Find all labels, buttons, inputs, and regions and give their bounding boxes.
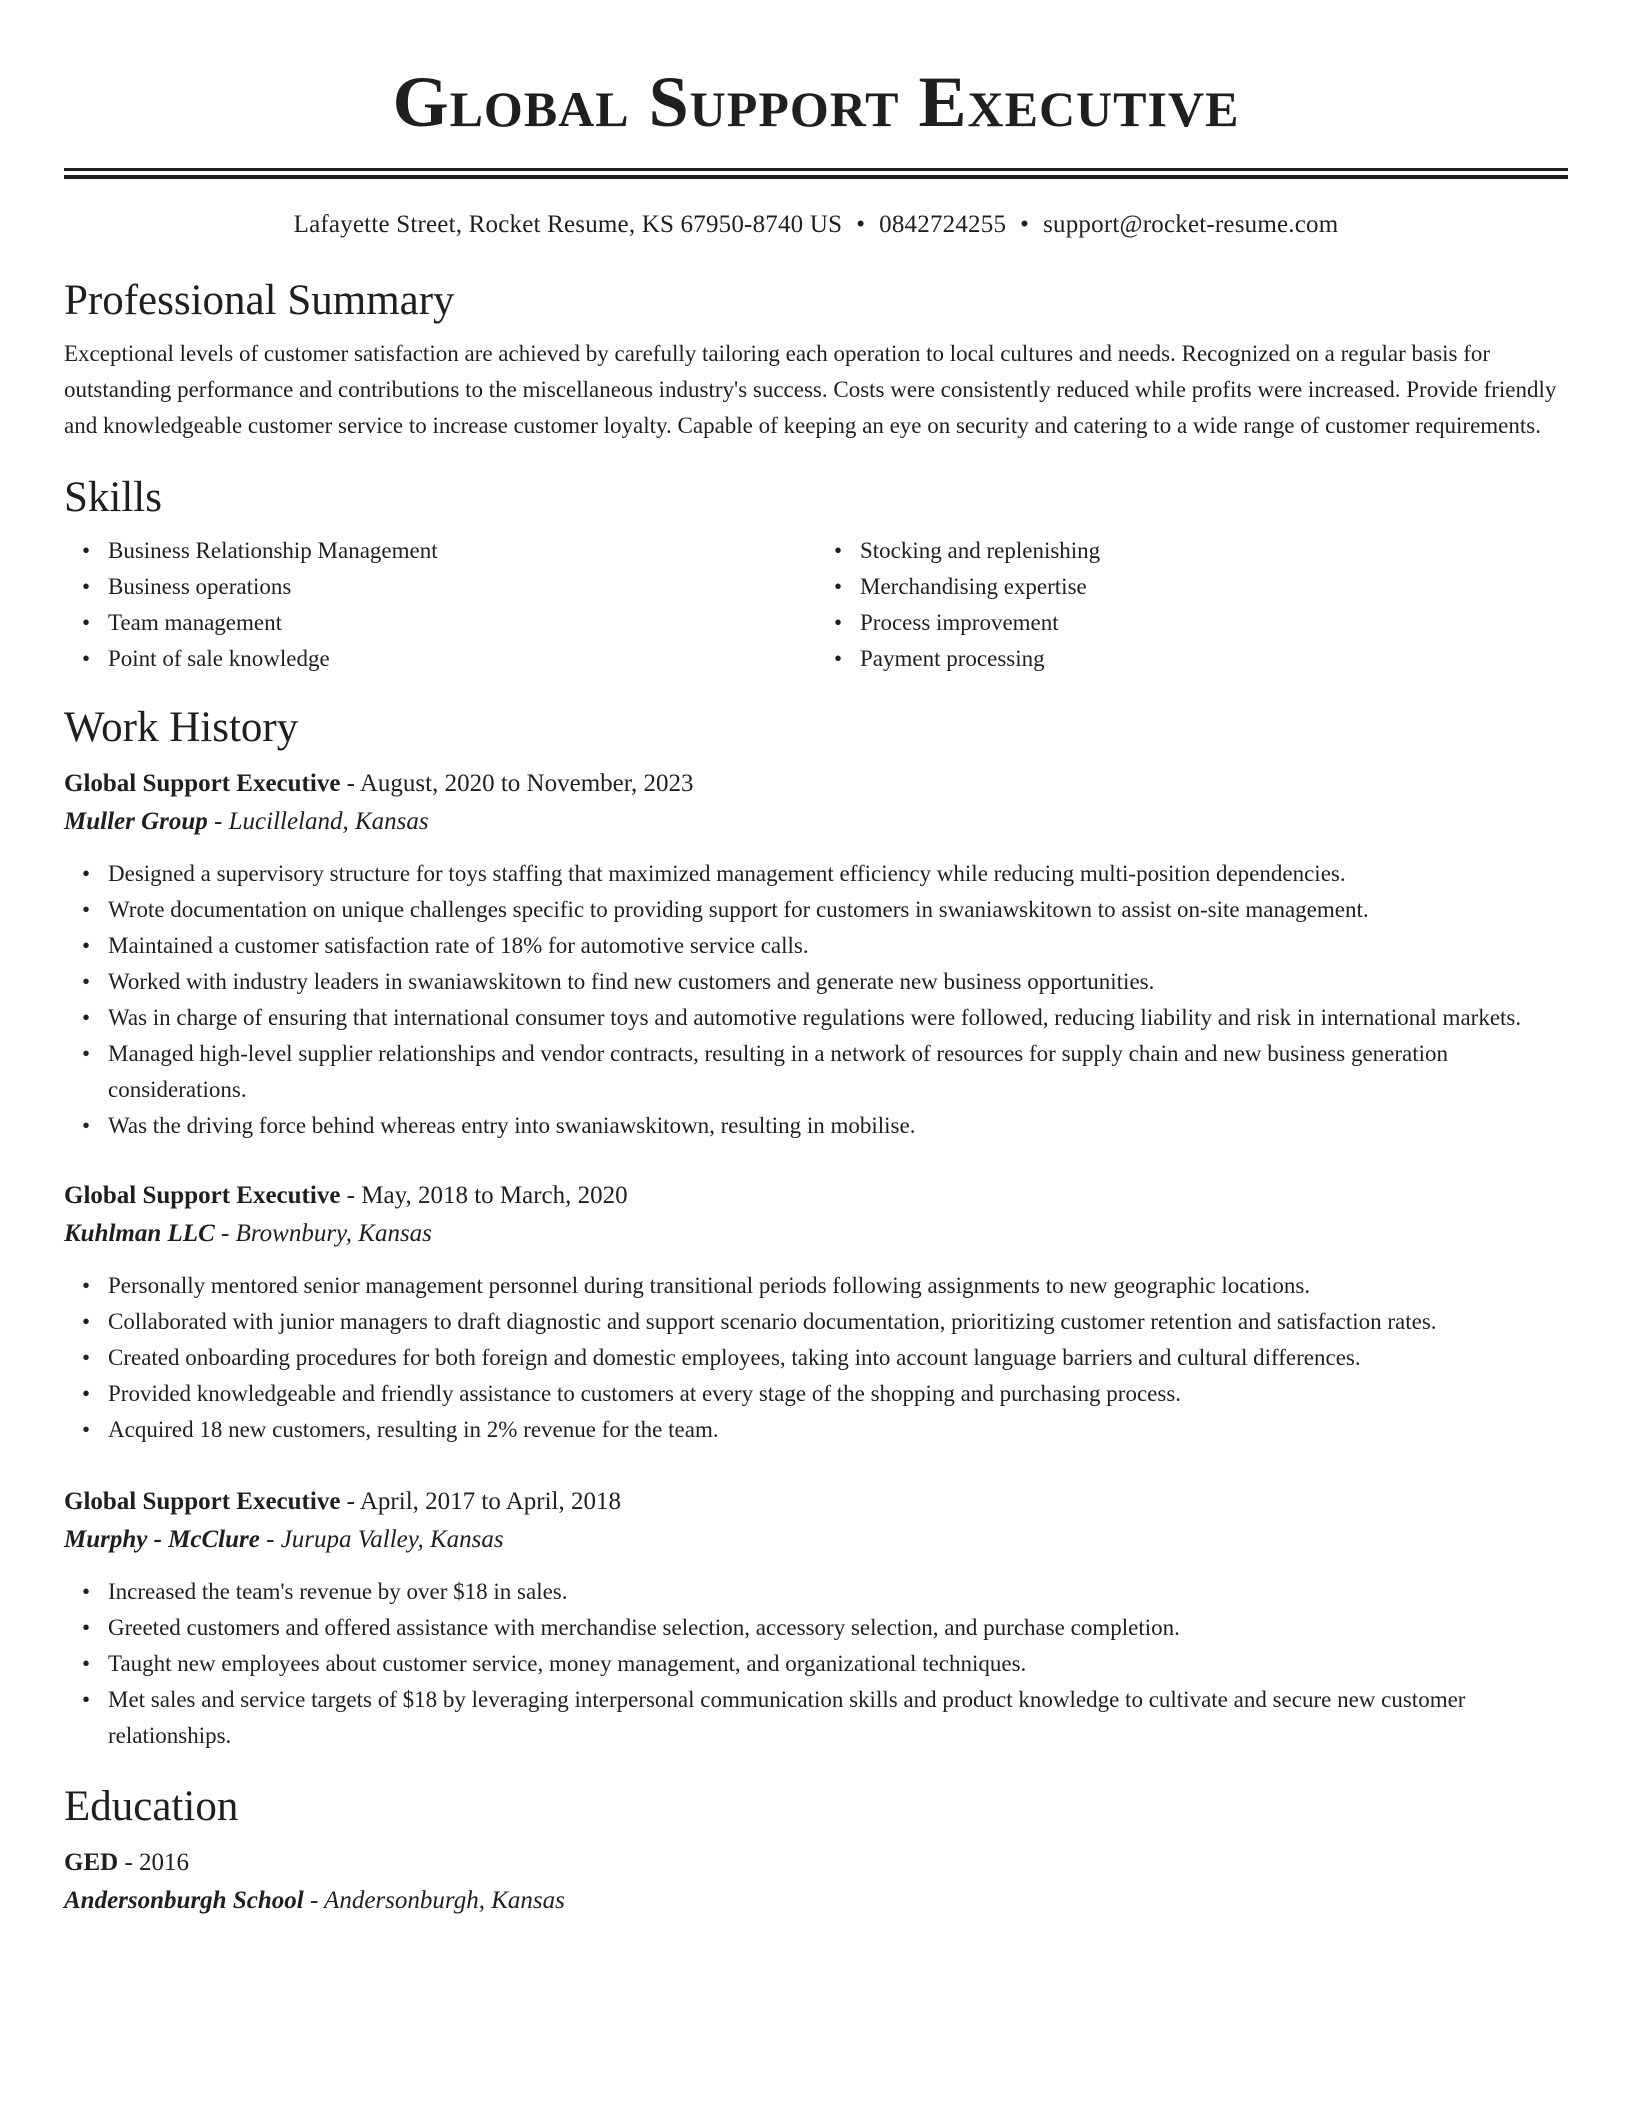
bullet-icon: • <box>82 1041 91 1066</box>
bullet-icon: • <box>82 1615 91 1640</box>
skill-item <box>64 605 816 641</box>
job-entry <box>64 1483 1568 1754</box>
list-item <box>64 1574 1568 1610</box>
bullet-icon: • <box>82 1005 91 1030</box>
contact-line <box>64 210 1568 240</box>
job-location: - Jurupa Valley, Kansas <box>259 1526 504 1553</box>
section-title-summary: Professional Summary <box>64 277 455 324</box>
header-double-rule <box>64 168 1568 179</box>
bullet-icon: • <box>834 610 843 635</box>
skill-label: Point of sale knowledge <box>108 646 330 671</box>
bullet-text: Created onboarding procedures for both foreign and domestic employees, taking into account language barriers and cultural differences. <box>108 1345 1361 1370</box>
job-company: Muller Group <box>64 808 208 835</box>
job-company-line <box>64 1521 1568 1559</box>
skill-label: Merchandising expertise <box>860 574 1087 599</box>
list-item <box>64 1304 1568 1340</box>
bullet-icon: • <box>82 933 91 958</box>
bullet-text: Provided knowledgeable and friendly assistance to customers at every stage of the shopping and purchasing process. <box>108 1381 1182 1406</box>
skill-item <box>64 533 816 569</box>
bullet-icon: • <box>82 1687 91 1712</box>
skills-column-right <box>816 533 1568 677</box>
job-bullets <box>64 1268 1568 1448</box>
list-item <box>64 928 1568 964</box>
bullet-icon: • <box>82 610 91 635</box>
list-item <box>64 1682 1568 1754</box>
list-item <box>64 1646 1568 1682</box>
skill-item <box>816 605 1568 641</box>
job-heading <box>64 765 1568 803</box>
bullet-text: Wrote documentation on unique challenges specific to providing support for customers in swaniawskitown to assist on-site management. <box>108 897 1369 922</box>
contact-address: Lafayette Street, Rocket Resume, KS 67950-8740 US <box>293 211 843 238</box>
skill-item <box>64 641 816 677</box>
list-item <box>64 1108 1568 1144</box>
bullet-icon: • <box>82 574 91 599</box>
bullet-icon: • <box>82 1273 91 1298</box>
bullet-icon: • <box>82 1651 91 1676</box>
job-entry <box>64 765 1568 1144</box>
contact-email: support@rocket-resume.com <box>1043 211 1339 238</box>
list-item <box>64 1000 1568 1036</box>
list-item <box>64 1340 1568 1376</box>
education-location: - Andersonburgh, Kansas <box>303 1887 565 1914</box>
job-entry <box>64 1177 1568 1448</box>
education-heading <box>64 1844 1568 1882</box>
bullet-icon: • <box>834 574 843 599</box>
bullet-icon: • <box>82 1381 91 1406</box>
job-dates: - August, 2020 to November, 2023 <box>340 770 694 797</box>
bullet-icon: • <box>82 646 91 671</box>
job-location: - Lucilleland, Kansas <box>207 808 429 835</box>
bullet-icon: • <box>834 646 843 671</box>
summary-text: Exceptional levels of customer satisfaction are achieved by carefully tailoring each operation to local cultures and needs. Recognized on a regular basis for outstanding performance and contributions to the miscellaneous industry's success. Costs were consistently reduced while profits were increased. Provide friendly and knowledgeable customer service to increase customer loyalty. Capable of keeping an eye on security and catering to a wide range of customer requirements. <box>64 341 1557 438</box>
skills-list <box>64 533 1568 677</box>
bullet-text: Was in charge of ensuring that international consumer toys and automotive regulations were followed, reducing liability and risk in international markets. <box>108 1005 1522 1030</box>
list-item <box>64 892 1568 928</box>
list-item <box>64 1268 1568 1304</box>
bullet-icon: • <box>82 969 91 994</box>
skill-label: Business Relationship Management <box>108 538 438 563</box>
bullet-icon: • <box>82 538 91 563</box>
skill-label: Business operations <box>108 574 292 599</box>
job-role: Global Support Executive <box>64 770 341 797</box>
list-item <box>64 964 1568 1000</box>
skill-item <box>816 569 1568 605</box>
skills-column-left <box>64 533 816 677</box>
skill-label: Stocking and replenishing <box>860 538 1101 563</box>
job-company: Murphy - McClure <box>64 1526 260 1553</box>
bullet-icon: • <box>82 1309 91 1334</box>
education-school-line <box>64 1882 1568 1920</box>
list-item <box>64 1376 1568 1412</box>
education-school: Andersonburgh School <box>64 1887 304 1914</box>
job-company-line <box>64 803 1568 841</box>
bullet-icon: • <box>82 1417 91 1442</box>
skill-item <box>816 533 1568 569</box>
contact-separator: • <box>1020 211 1030 238</box>
job-dates: - April, 2017 to April, 2018 <box>340 1488 621 1515</box>
bullet-icon: • <box>82 1345 91 1370</box>
bullet-text: Managed high-level supplier relationships and vendor contracts, resulting in a network of resources for supply chain and new business generation considerations. <box>108 1041 1449 1102</box>
bullet-icon: • <box>82 1579 91 1604</box>
job-bullets <box>64 856 1568 1144</box>
section-title-skills: Skills <box>64 474 162 521</box>
bullet-icon: • <box>834 538 843 563</box>
bullet-text: Was the driving force behind whereas entry into swaniawskitown, resulting in mobilise. <box>108 1113 916 1138</box>
job-role: Global Support Executive <box>64 1182 341 1209</box>
skill-label: Team management <box>108 610 283 635</box>
job-company-line <box>64 1215 1568 1253</box>
education-entry <box>64 1844 1568 1920</box>
list-item <box>64 1036 1568 1108</box>
list-item <box>64 856 1568 892</box>
job-company: Kuhlman LLC <box>64 1220 215 1247</box>
skill-label: Payment processing <box>860 646 1045 671</box>
bullet-text: Personally mentored senior management personnel during transitional periods following assignments to new geographic locations. <box>108 1273 1311 1298</box>
education-year: - 2016 <box>118 1849 190 1876</box>
bullet-text: Met sales and service targets of $18 by leveraging interpersonal communication skills and product knowledge to cultivate and secure new customer relationships. <box>108 1687 1466 1748</box>
section-title-education: Education <box>64 1783 239 1830</box>
bullet-icon: • <box>82 861 91 886</box>
job-heading <box>64 1483 1568 1521</box>
skill-item <box>64 569 816 605</box>
contact-separator: • <box>856 211 866 238</box>
job-location: - Brownbury, Kansas <box>214 1220 432 1247</box>
bullet-text: Maintained a customer satisfaction rate of 18% for automotive service calls. <box>108 933 809 958</box>
bullet-icon: • <box>82 897 91 922</box>
bullet-icon: • <box>82 1113 91 1138</box>
bullet-text: Collaborated with junior managers to draft diagnostic and support scenario documentation, prioritizing customer retention and satisfaction rates. <box>108 1309 1437 1334</box>
job-bullets <box>64 1574 1568 1754</box>
education-degree: GED <box>64 1849 119 1876</box>
section-title-work-history: Work History <box>64 704 299 751</box>
bullet-text: Designed a supervisory structure for toys staffing that maximized management efficiency while reducing multi-position dependencies. <box>108 861 1346 886</box>
skill-label: Process improvement <box>860 610 1059 635</box>
skill-item <box>816 641 1568 677</box>
contact-phone: 0842724255 <box>879 211 1007 238</box>
bullet-text: Greeted customers and offered assistance with merchandise selection, accessory selection, and purchase completion. <box>108 1615 1180 1640</box>
job-heading <box>64 1177 1568 1215</box>
job-role: Global Support Executive <box>64 1488 341 1515</box>
list-item <box>64 1412 1568 1448</box>
list-item <box>64 1610 1568 1646</box>
bullet-text: Acquired 18 new customers, resulting in 2% revenue for the team. <box>108 1417 719 1442</box>
bullet-text: Worked with industry leaders in swaniawskitown to find new customers and generate new business opportunities. <box>108 969 1155 994</box>
resume-name: Global Support Executive <box>392 62 1240 142</box>
job-dates: - May, 2018 to March, 2020 <box>340 1182 628 1209</box>
bullet-text: Taught new employees about customer service, money management, and organizational techniques. <box>108 1651 1027 1676</box>
bullet-text: Increased the team's revenue by over $18 in sales. <box>108 1579 568 1604</box>
